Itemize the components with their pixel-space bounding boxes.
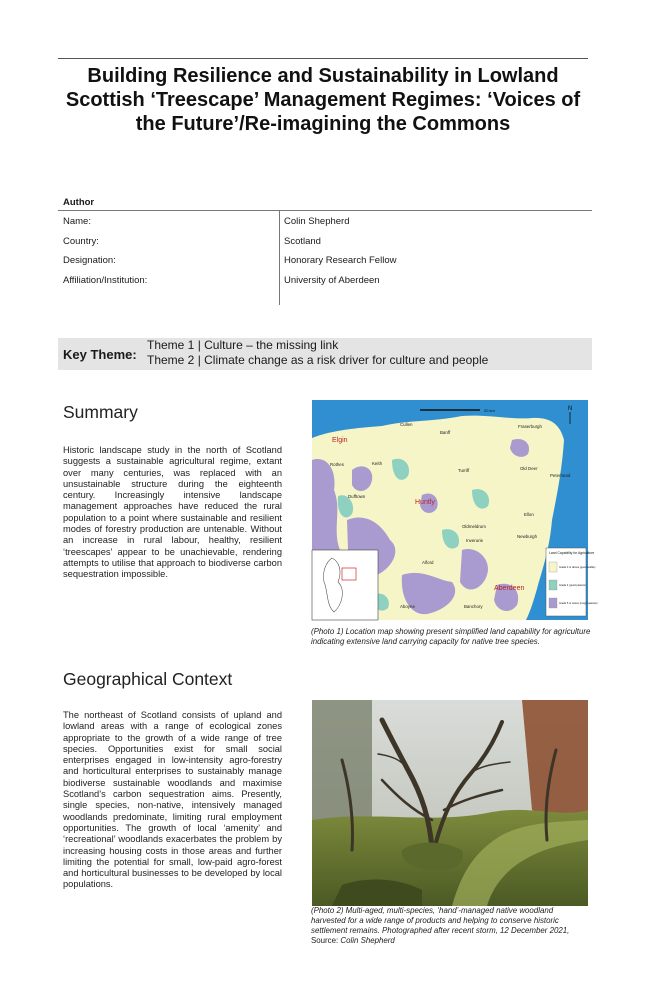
map-place: Elgin — [332, 437, 348, 444]
author-column-divider — [279, 211, 280, 305]
geo-heading: Geographical Context — [63, 669, 233, 689]
summary-text: Historic landscape study in the north of Scotland suggests a sustainable agricultural regime, extant over many centuries, was replaced with an unsustainable structure during the eighteenth century. Increasingly intensive landscape management approaches have reduced the rural population to a point where sustainable and resilient modes of forestry production are untenable. Without an increase in rural labour, healthy, resilient ‘treescapes’ appear to be unachievable, rendering attempts to utilise that approach to biodiverse carbon sequestration impossible. — [63, 445, 282, 580]
top-rule — [58, 58, 588, 59]
map-legend — [546, 548, 598, 616]
geo-text: The northeast of Scotland consists of upland and lowland areas with a range of ecological zones appropriate to the growth of a wide range of tree species. Opportunities exist for small social enterprises engaged in low-intensity agro-forestry and horticultural enterprises to sustainably manage biodiverse sustainable woodlands and maximise Scotland’s carbon sequestration aims. Presently, single species, non-native, intensively managed woodlands predominate, limiting rural employment opportunities. The growth of local ‘amenity’ and ‘recreational’ woodlands exacerbates the problem by increasing housing costs in those areas and further limiting the potential for small, low-paid agro-forest and horticultural businesses to be developed by local populations. — [63, 710, 282, 890]
map-place: Peterhead — [550, 473, 571, 478]
map-inset — [312, 550, 378, 620]
land-capability-map — [312, 400, 598, 620]
map-place: Fraserburgh — [518, 424, 542, 429]
map-legend-item: Grade 5 or worse (rough pasture) — [559, 602, 598, 605]
woodland-photo — [312, 700, 588, 906]
photo2-source-label: Source: — [311, 936, 339, 945]
map-place: Oldmeldrum — [462, 524, 486, 529]
key-theme-1: Theme 1 | Culture – the missing link — [147, 338, 339, 352]
author-affiliation-label: Affiliation/Institution: — [63, 275, 148, 286]
map-legend-swatch-pasture — [549, 580, 557, 590]
author-country-label: Country: — [63, 236, 99, 247]
photo2-caption-text: (Photo 2) Multi-aged, multi-species, ‘hand’-managed native woodland harvested for a wide range of products and helping to conserve historic settlement remains. Photographed after recent storm, 12 December 2021, — [311, 906, 570, 935]
map-place: Banchory — [464, 604, 483, 609]
map-place: Alford — [422, 560, 434, 565]
photo2-source-value: Colin Shepherd — [340, 936, 395, 945]
map-place: Rothes — [330, 462, 344, 467]
key-theme-list — [147, 338, 488, 368]
map-place: Huntly — [415, 499, 435, 506]
author-name-value: Colin Shepherd — [284, 216, 350, 227]
key-theme-label: Key Theme: — [63, 347, 137, 362]
map-scale-label: 20 km — [484, 408, 495, 413]
map-caption: (Photo 1) Location map showing present simplified land capability for agriculture indicating extensive land carrying capacity for native tree species. — [311, 627, 591, 646]
key-theme-2: Theme 2 | Climate change as a risk driver for culture and people — [147, 353, 489, 367]
map-place: Ellon — [524, 512, 534, 517]
map-place: Banff — [440, 430, 451, 435]
map-legend-swatch-good — [549, 562, 557, 572]
map-place: Turriff — [458, 468, 470, 473]
page-title: Building Resilience and Sustainability in Lowland Scottish ‘Treescape’ Management Regimes: ‘Voices of the Future’/Re-imagining the Commons — [65, 65, 581, 135]
map-place: Keith — [372, 461, 383, 466]
photo2-caption — [311, 906, 583, 946]
map-place: Dufftown — [348, 494, 366, 499]
author-affiliation-value: University of Aberdeen — [284, 275, 380, 286]
summary-heading: Summary — [63, 402, 138, 422]
map-north-arrow-icon: N — [568, 406, 573, 412]
map-legend-item: Grade 3 or above (good arable) — [559, 566, 596, 569]
author-heading: Author — [63, 197, 95, 208]
map-legend-swatch-rough — [549, 598, 557, 608]
map-legend-title: Land Capability for Agriculture — [549, 551, 595, 555]
map-place: Old Deer — [520, 466, 538, 471]
author-designation-label: Designation: — [63, 255, 116, 266]
author-designation-value: Honorary Research Fellow — [284, 255, 397, 266]
author-country-value: Scotland — [284, 236, 321, 247]
author-divider — [58, 210, 592, 211]
map-place: Cullen — [400, 422, 413, 427]
map-legend-item: Grade 4 (good pasture) — [559, 584, 586, 587]
map-place: Inverurie — [466, 538, 484, 543]
map-place: Newburgh — [517, 534, 538, 539]
map-place: Aboyne — [400, 604, 415, 609]
author-name-label: Name: — [63, 216, 91, 227]
map-place: Aberdeen — [494, 585, 525, 592]
